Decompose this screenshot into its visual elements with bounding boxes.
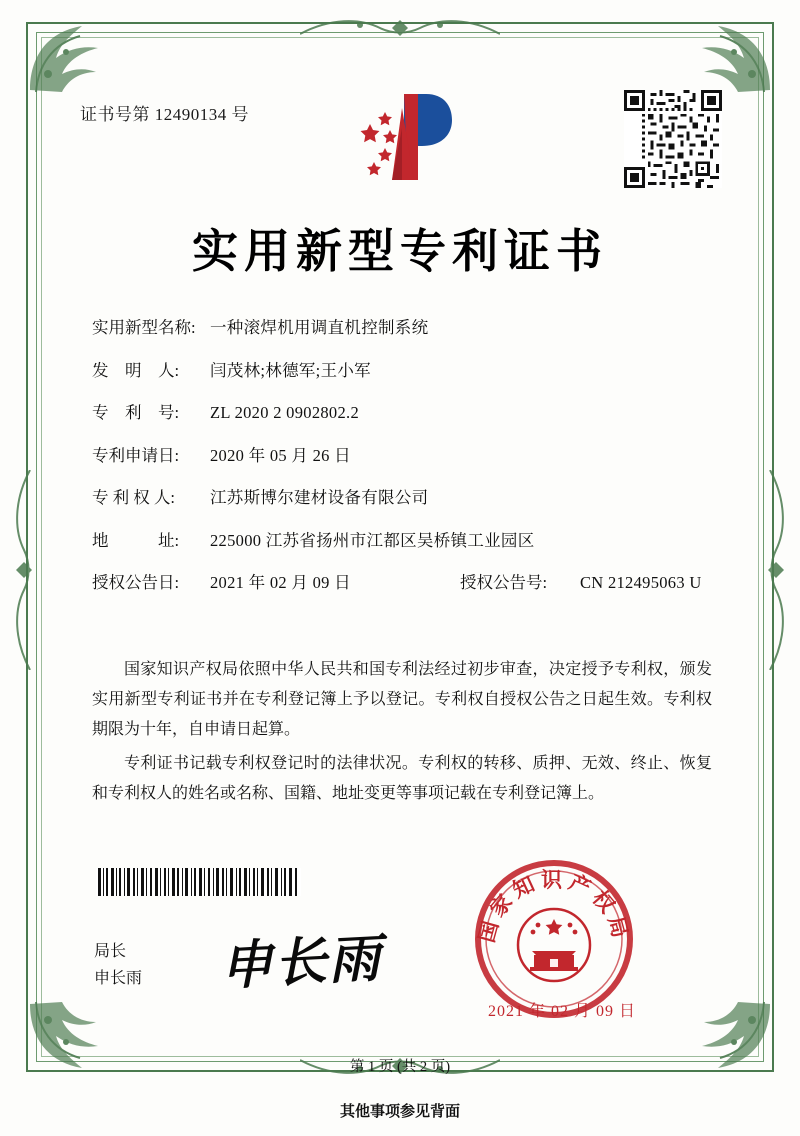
field-value: 2021 年 02 月 09 日 [210,573,351,592]
edge-ornament-icon [300,14,500,40]
field-label: 专利申请日: [92,445,180,465]
legal-paragraph: 专利证书记载专利权登记时的法律状况。专利权的转移、质押、无效、终止、恢复和专利权人的姓名或名称、国籍、地址变更等事项记载在专利登记簿上。 [92,755,712,802]
certificate-number: 证书号第 12490134 号 [80,105,249,124]
corner-ornament-icon [22,18,118,98]
field-row-address [92,530,712,550]
field-value: ZL 2020 2 0902802.2 [210,403,359,422]
field-row-inventor [92,360,712,380]
barcode [96,868,301,896]
field-value: 一种滚焊机用调直机控制系统 [210,318,429,337]
field-label: 发 明 人: [92,360,180,380]
seal-date: 2021 年 02 月 09 日 [488,1003,637,1020]
handwritten-signature: 申长雨 [218,927,384,998]
field-row-grant [92,575,712,592]
field-row-patent-no [92,405,712,422]
edge-ornament-icon [10,470,36,670]
signature-block [94,938,142,992]
field-label: 专 利 号: [92,403,180,422]
field-value-secondary: CN 212495063 U [580,573,702,592]
page-number: 第 1 页 (共 2 页) [349,1059,451,1075]
svg-text:国家知识产权局: 国家知识产权局 [473,867,635,946]
field-label-secondary: 授权公告号: [460,573,548,592]
field-row-patentee [92,490,712,507]
field-label: 授权公告日: [92,573,180,592]
field-label: 专 利 权 人: [92,488,175,507]
field-label: 地 址: [92,530,180,550]
field-value: 闫茂林;林德军;王小军 [210,360,371,380]
field-value: 江苏斯博尔建材设备有限公司 [210,488,429,507]
signature-role: 局长 [94,943,127,960]
qr-code [624,90,722,188]
legal-paragraph: 国家知识产权局依照中华人民共和国专利法经过初步审查，决定授予专利权，颁发实用新型专利证书并在专利登记簿上予以登记。专利权自授权公告之日起生效。专利权期限为十年，自申请日起算。 [92,661,712,738]
cnipa-emblem-icon [352,88,462,188]
edge-ornament-icon [764,470,790,670]
legal-text [92,655,712,813]
corner-ornament-icon [682,18,778,98]
footnote: 其他事项参见背面 [339,1104,460,1120]
field-value: 225000 江苏省扬州市江都区吴桥镇工业园区 [210,530,535,550]
field-list [92,320,712,618]
field-label: 实用新型名称: [92,318,196,337]
field-row-name [92,320,712,337]
field-row-application-date [92,445,712,465]
signature-name: 申长雨 [94,970,143,987]
page-title: 实用新型专利证书 [192,224,608,278]
field-value: 2020 年 05 月 26 日 [210,445,351,465]
